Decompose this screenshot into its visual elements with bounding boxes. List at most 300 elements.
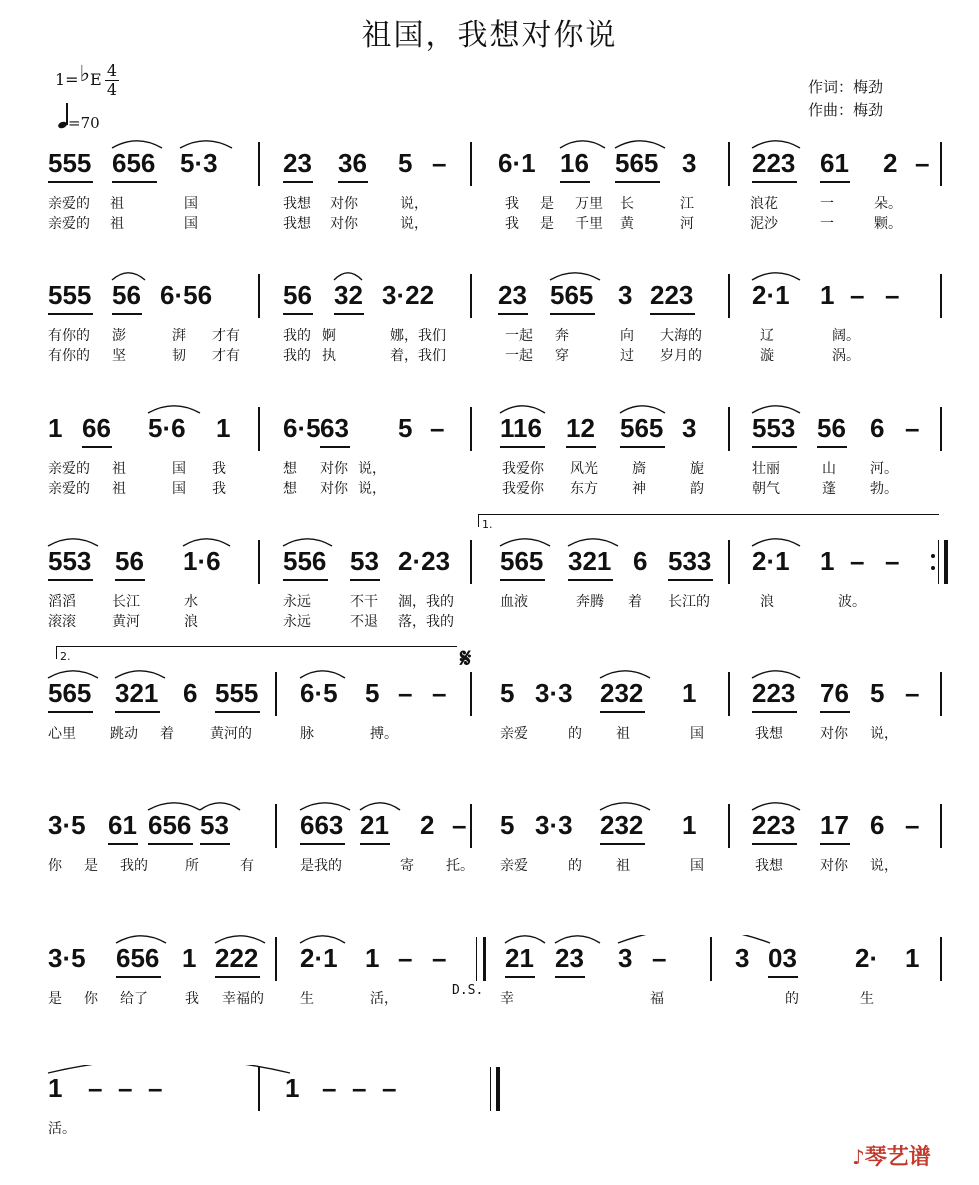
lyric-2: 河 <box>680 216 694 232</box>
note-group: 565 <box>500 546 544 576</box>
lyric-2: 一 <box>820 216 834 232</box>
slur-mark <box>360 803 400 810</box>
note-group: – <box>322 1073 337 1103</box>
lyric-1: 奔 <box>555 328 569 344</box>
lyric-1: 对你 <box>820 858 848 874</box>
note-group: 2·1 <box>300 943 338 973</box>
note-group: 76 <box>820 678 849 708</box>
note-group: – <box>915 148 930 178</box>
score-row-2 <box>0 272 979 364</box>
lyric-1: 幸 <box>500 991 514 1007</box>
lyric-2: 神 <box>632 481 646 497</box>
note-group: 23 <box>283 148 312 178</box>
lyric-1: 我想 <box>755 726 783 742</box>
lyric-1: 滔滔 <box>48 594 76 610</box>
lyric-2: 国 <box>172 481 186 497</box>
note-group: 3 <box>735 943 750 973</box>
note-group: 1 <box>682 678 697 708</box>
lyric-1: 向 <box>620 328 634 344</box>
lyricist-credit: 作词：梅劲 <box>808 78 884 96</box>
note-group: 656 <box>112 148 156 178</box>
note-group: 56 <box>112 280 141 310</box>
note-group: – <box>905 678 920 708</box>
score-row-6 <box>0 802 979 874</box>
lyric-1: 祖 <box>616 858 630 874</box>
note-group: 565 <box>615 148 659 178</box>
lyric-1: 婀 <box>322 328 336 344</box>
lyric-1: 旎 <box>690 461 704 477</box>
note-group: 223 <box>752 148 796 178</box>
lyric-1: 祖 <box>616 726 630 742</box>
note-group: 321 <box>115 678 159 708</box>
note-group: – <box>905 810 920 840</box>
slur-mark <box>500 406 545 413</box>
lyric-1: 阔。 <box>832 328 860 344</box>
slur-mark <box>752 406 800 413</box>
lyric-1: 你 <box>48 858 62 874</box>
lyric-1: 不干 <box>350 594 378 610</box>
lyric-2: 永远 <box>283 614 311 630</box>
lyric-2: 一起 <box>505 348 533 364</box>
note-group: 53 <box>350 546 379 576</box>
lyric-1: 说， <box>870 726 898 742</box>
lyric-2: 才有 <box>212 348 240 364</box>
note-group: 222 <box>215 943 259 973</box>
note-group: 63 <box>320 413 349 443</box>
slur-mark <box>200 803 240 810</box>
page-title: 祖国，我想对你说 <box>361 18 618 53</box>
lyric-2: 浪 <box>184 614 198 630</box>
ds-marking: D.S. <box>452 983 484 998</box>
slur-mark <box>115 671 165 678</box>
lyric-1: 一 <box>820 196 834 212</box>
lyric-1: 奔腾 <box>576 594 604 610</box>
note-group: 3 <box>618 943 633 973</box>
slur-layer <box>0 538 979 598</box>
lyric-1: 我的 <box>120 858 148 874</box>
note-group: – <box>652 943 667 973</box>
slur-mark <box>600 803 650 810</box>
lyric-2: 东方 <box>570 481 598 497</box>
note-group: 565 <box>550 280 594 310</box>
slur-mark <box>752 539 800 546</box>
note-group: 6·5 <box>283 413 321 443</box>
segno-icon: 𝄋 <box>460 644 472 674</box>
lyric-2: 漩 <box>760 348 774 364</box>
slur-mark <box>48 539 98 546</box>
lyric-1: 活， <box>370 991 398 1007</box>
note-group: 17 <box>820 810 849 840</box>
note-group: 556 <box>283 546 327 576</box>
note-group: 3·5 <box>48 810 86 840</box>
note-group: 1 <box>905 943 920 973</box>
note-group: – <box>885 546 900 576</box>
lyric-1: 亲爱 <box>500 726 528 742</box>
lyric-1: 大海的 <box>660 328 702 344</box>
lyric-1: 生 <box>300 991 314 1007</box>
note-group: 656 <box>116 943 160 973</box>
note-group: – <box>432 148 447 178</box>
note-group: 2·1 <box>752 546 790 576</box>
slur-mark <box>752 803 800 810</box>
note-group: 2 <box>883 148 898 178</box>
lyric-1: 搏。 <box>370 726 398 742</box>
lyric-1: 国 <box>184 196 198 212</box>
lyric-1: 一起 <box>505 328 533 344</box>
note-group: 12 <box>566 413 595 443</box>
slur-mark <box>148 406 200 413</box>
lyric-1: 浪 <box>760 594 774 610</box>
lyric-1: 浪花 <box>750 196 778 212</box>
lyric-2: 勃。 <box>870 481 898 497</box>
slur-mark <box>615 141 665 148</box>
lyric-1: 说， <box>358 461 386 477</box>
slur-mark <box>48 1065 290 1073</box>
lyric-1: 寄 <box>400 858 414 874</box>
lyric-1: 是 <box>84 858 98 874</box>
slur-layer <box>0 405 979 465</box>
note-group: 533 <box>668 546 712 576</box>
note-group: 6·5 <box>300 678 338 708</box>
lyric-1: 国 <box>690 726 704 742</box>
note-group: 565 <box>620 413 664 443</box>
lyric-1: 活。 <box>48 1121 76 1137</box>
note-group: 21 <box>360 810 389 840</box>
lyric-1: 着 <box>160 726 174 742</box>
note-group: 6 <box>870 810 885 840</box>
tempo-mark: =70 <box>58 112 100 132</box>
logo-icon: ♪ <box>852 1145 865 1169</box>
lyric-2: 说， <box>358 481 386 497</box>
note-group: – <box>398 943 413 973</box>
note-group: 2·1 <box>752 280 790 310</box>
note-group: – <box>148 1073 163 1103</box>
slur-mark <box>500 539 550 546</box>
lyric-1: 国 <box>690 858 704 874</box>
score-row-3 <box>0 405 979 497</box>
volta-label: 2. <box>60 650 71 663</box>
lyric-1: 脉 <box>300 726 314 742</box>
note-group: – <box>432 678 447 708</box>
lyric-1: 你 <box>84 991 98 1007</box>
note-group: – <box>382 1073 397 1103</box>
lyric-2: 颗。 <box>874 216 902 232</box>
lyric-2: 坚 <box>112 348 126 364</box>
note-group: 5 <box>500 678 515 708</box>
slur-mark <box>283 539 332 546</box>
lyric-2: 有你的 <box>48 348 90 364</box>
note-group: 3 <box>682 413 697 443</box>
lyric-2: 国 <box>184 216 198 232</box>
lyric-1: 亲爱的 <box>48 196 90 212</box>
slur-mark <box>600 671 650 678</box>
slur-layer <box>0 140 979 200</box>
note-group: – <box>432 943 447 973</box>
slur-mark <box>112 273 145 280</box>
lyric-2: 蓬 <box>822 481 836 497</box>
lyric-1: 生 <box>860 991 874 1007</box>
note-group: 5·3 <box>180 148 218 178</box>
lyric-2: 我爱你 <box>502 481 544 497</box>
note-group: – <box>118 1073 133 1103</box>
lyric-1: 旖 <box>632 461 646 477</box>
note-group: 223 <box>752 678 796 708</box>
note-group: 56 <box>283 280 312 310</box>
slur-mark <box>560 141 605 148</box>
note-group: 3 <box>618 280 633 310</box>
lyric-1: 我想 <box>755 858 783 874</box>
lyric-1: 河。 <box>870 461 898 477</box>
lyric-2: 我 <box>212 481 226 497</box>
note-group: – <box>452 810 467 840</box>
lyric-1: 长 <box>620 196 634 212</box>
note-group: 116 <box>500 413 542 443</box>
note-group: 6·56 <box>160 280 213 310</box>
lyric-1: 亲爱的 <box>48 461 90 477</box>
note-group: 6 <box>870 413 885 443</box>
lyric-1: 的 <box>568 726 582 742</box>
volta-bracket <box>56 646 457 659</box>
note-group: – <box>850 546 865 576</box>
lyric-1: 娜，我们 <box>390 328 446 344</box>
slur-mark <box>183 539 230 546</box>
lyric-1: 是我的 <box>300 858 342 874</box>
note-group: – <box>398 678 413 708</box>
note-group: 5 <box>398 413 413 443</box>
note-group: 56 <box>115 546 144 576</box>
lyric-1: 托。 <box>446 858 474 874</box>
note-group: 2· <box>855 943 879 973</box>
note-group: 6·1 <box>498 148 536 178</box>
note-group: 66 <box>82 413 111 443</box>
lyric-1: 湃 <box>172 328 186 344</box>
note-group: 53 <box>200 810 229 840</box>
note-group: 555 <box>215 678 259 708</box>
watermark-logo: ♪琴艺谱 <box>852 1145 931 1170</box>
lyric-1: 朵。 <box>874 196 902 212</box>
lyric-1: 想 <box>283 461 297 477</box>
note-group: 2 <box>420 810 435 840</box>
lyric-1: 我的 <box>283 328 311 344</box>
slur-layer <box>0 802 979 862</box>
lyric-2: 祖 <box>110 216 124 232</box>
lyric-1: 说， <box>400 196 428 212</box>
lyric-1: 给了 <box>120 991 148 1007</box>
note-group: 5·6 <box>148 413 186 443</box>
note-group: 1 <box>285 1073 300 1103</box>
lyric-2: 对你 <box>320 481 348 497</box>
lyric-2: 韧 <box>172 348 186 364</box>
lyric-2: 我的 <box>283 348 311 364</box>
lyric-2: 说， <box>400 216 428 232</box>
lyric-1: 血液 <box>500 594 528 610</box>
lyric-1: 亲爱 <box>500 858 528 874</box>
lyric-1: 是 <box>48 991 62 1007</box>
slur-mark <box>752 273 800 280</box>
note-group: – <box>88 1073 103 1103</box>
slur-mark <box>48 671 98 678</box>
lyric-1: 对你 <box>330 196 358 212</box>
lyric-1: 所 <box>185 858 199 874</box>
lyric-2: 穿 <box>555 348 569 364</box>
slur-mark <box>215 936 265 943</box>
key-signature: 1=♭E 4 4 <box>55 61 118 99</box>
lyric-1: 有你的 <box>48 328 90 344</box>
lyric-1: 心里 <box>48 726 76 742</box>
note-group: 656 <box>148 810 192 840</box>
lyric-2: 祖 <box>112 481 126 497</box>
lyric-1: 的 <box>785 991 799 1007</box>
lyric-1: 的 <box>568 858 582 874</box>
note-group: – <box>905 413 920 443</box>
slur-mark <box>148 803 200 810</box>
score-row-4 <box>0 518 979 630</box>
note-group: 3·5 <box>48 943 86 973</box>
lyric-2: 千里 <box>575 216 603 232</box>
lyric-1: 祖 <box>112 461 126 477</box>
quarter-note-icon <box>58 112 68 128</box>
note-group: 1 <box>48 413 63 443</box>
lyric-1: 辽 <box>760 328 774 344</box>
lyric-1: 壮丽 <box>752 461 780 477</box>
slur-mark <box>568 539 618 546</box>
note-group: 61 <box>108 810 137 840</box>
lyric-2: 过 <box>620 348 634 364</box>
lyric-1: 黄河的 <box>210 726 252 742</box>
lyric-2: 岁月的 <box>660 348 702 364</box>
note-group: 555 <box>48 280 92 310</box>
slur-mark <box>555 936 600 943</box>
note-group: 1·6 <box>183 546 221 576</box>
lyric-1: 山 <box>822 461 836 477</box>
note-group: 5 <box>870 678 885 708</box>
lyric-2: 对你 <box>330 216 358 232</box>
lyric-1: 我 <box>212 461 226 477</box>
lyric-1: 万里 <box>575 196 603 212</box>
lyric-2: 黄河 <box>112 614 140 630</box>
note-group: 232 <box>600 810 644 840</box>
note-group: 223 <box>752 810 796 840</box>
slur-mark <box>300 671 345 678</box>
lyric-2: 执 <box>322 348 336 364</box>
note-group: 555 <box>48 148 92 178</box>
note-group: 3 <box>682 148 697 178</box>
note-group: 1 <box>820 546 835 576</box>
lyric-2: 亲爱的 <box>48 216 90 232</box>
score-row-5 <box>0 644 979 742</box>
lyric-2: 亲爱的 <box>48 481 90 497</box>
slur-mark <box>752 141 800 148</box>
lyric-1: 对你 <box>820 726 848 742</box>
lyric-2: 我 <box>505 216 519 232</box>
lyric-1: 长江的 <box>668 594 710 610</box>
lyric-1: 我爱你 <box>502 461 544 477</box>
lyric-1: 幸福的 <box>222 991 264 1007</box>
lyric-2: 黄 <box>620 216 634 232</box>
note-group: 56 <box>817 413 846 443</box>
slur-mark <box>112 141 162 148</box>
slur-mark <box>620 406 665 413</box>
lyric-2: 滚滚 <box>48 614 76 630</box>
lyric-1: 我想 <box>283 196 311 212</box>
lyric-2: 泥沙 <box>750 216 778 232</box>
note-group: 6 <box>183 678 198 708</box>
lyric-1: 风光 <box>570 461 598 477</box>
lyric-2: 着，我们 <box>390 348 446 364</box>
note-group: 553 <box>48 546 92 576</box>
lyric-1: 跳动 <box>110 726 138 742</box>
volta-label: 1. <box>482 518 493 531</box>
lyric-2: 朝气 <box>752 481 780 497</box>
note-group: 663 <box>300 810 344 840</box>
note-group: 61 <box>820 148 849 178</box>
note-group: 5 <box>365 678 380 708</box>
note-group: 1 <box>820 280 835 310</box>
lyric-1: 是 <box>540 196 554 212</box>
note-group: – <box>430 413 445 443</box>
lyric-1: 国 <box>172 461 186 477</box>
note-group: – <box>352 1073 367 1103</box>
slur-mark <box>752 671 800 678</box>
note-group: 36 <box>338 148 367 178</box>
score-row-7 <box>0 935 979 1007</box>
note-group: 5 <box>398 148 413 178</box>
note-group: 2·23 <box>398 546 451 576</box>
lyric-2: 韵 <box>690 481 704 497</box>
lyric-1: 福 <box>650 991 664 1007</box>
note-group: 16 <box>560 148 589 178</box>
note-group: 1 <box>48 1073 63 1103</box>
lyric-1: 江 <box>680 196 694 212</box>
note-group: 565 <box>48 678 92 708</box>
lyric-2: 是 <box>540 216 554 232</box>
slur-layer <box>0 1065 979 1125</box>
note-group: 21 <box>505 943 534 973</box>
note-group: 23 <box>498 280 527 310</box>
note-group: 553 <box>752 413 796 443</box>
lyric-1: 祖 <box>110 196 124 212</box>
lyric-1: 着 <box>628 594 642 610</box>
note-group: 03 <box>768 943 797 973</box>
lyric-1: 说， <box>870 858 898 874</box>
slur-layer <box>0 670 979 730</box>
slur-mark <box>116 936 166 943</box>
score-row-8 <box>0 1065 979 1137</box>
lyric-2: 我想 <box>283 216 311 232</box>
note-group: 5 <box>500 810 515 840</box>
lyric-1: 我 <box>505 196 519 212</box>
note-group: 23 <box>555 943 584 973</box>
lyric-1: 我 <box>185 991 199 1007</box>
volta-bracket <box>478 514 939 527</box>
slur-mark <box>180 141 232 148</box>
lyric-2: 想 <box>283 481 297 497</box>
lyric-2: 落，我的 <box>398 614 454 630</box>
note-group: 1 <box>182 943 197 973</box>
slur-mark <box>505 936 545 943</box>
note-group: – <box>885 280 900 310</box>
slur-mark <box>618 935 770 943</box>
note-group: 321 <box>568 546 612 576</box>
time-signature: 4 4 <box>106 61 118 99</box>
lyric-1: 才有 <box>212 328 240 344</box>
slur-mark <box>334 273 362 280</box>
note-group: 3·3 <box>535 678 573 708</box>
note-group: 1 <box>216 413 231 443</box>
slur-mark <box>300 803 350 810</box>
lyric-2: 不退 <box>350 614 378 630</box>
lyric-1: 长江 <box>112 594 140 610</box>
